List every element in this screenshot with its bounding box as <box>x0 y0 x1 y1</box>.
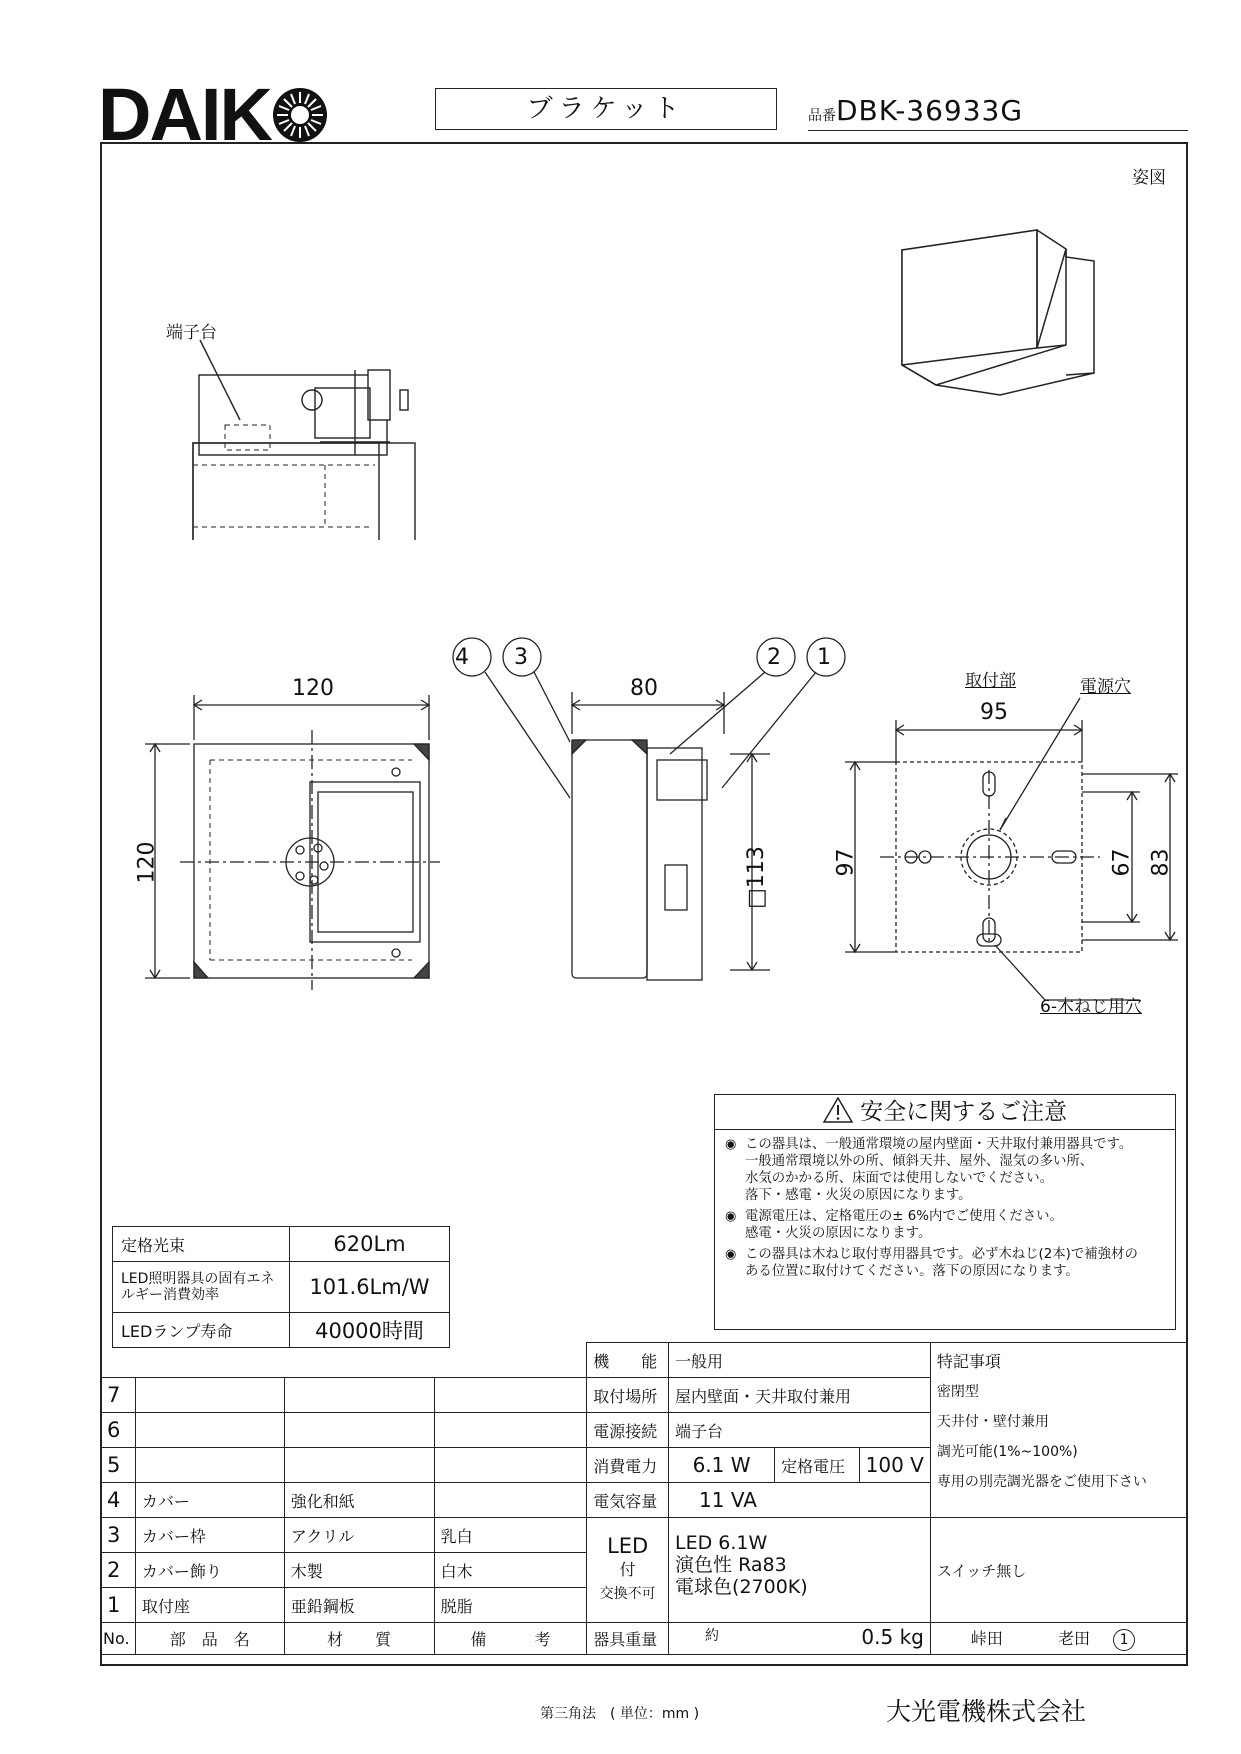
safety-line: 電源電圧は、定格電圧の± 6%内でご使用ください。 <box>745 1209 1063 1224</box>
warning-icon <box>823 1097 853 1123</box>
dim-square: □113 <box>743 846 769 909</box>
switch-note: スイッチ無し <box>930 1518 1187 1623</box>
parts-spec-table <box>100 1342 1188 1655</box>
balloon-2: 2 <box>767 645 781 670</box>
safety-line: 落下・感電・火災の原因になります。 <box>745 1188 972 1203</box>
notes-heading: 特記事項 <box>936 1352 1001 1371</box>
part-note <box>434 1413 587 1448</box>
part-note: 脱脂 <box>434 1588 587 1623</box>
led-spec-cell <box>669 1518 931 1623</box>
part-number-prefix: 品番 <box>808 108 836 124</box>
bullet-icon: ◉ <box>725 1247 737 1262</box>
safety-item <box>725 1136 1169 1204</box>
part-material: 木製 <box>284 1553 434 1588</box>
part-name <box>135 1378 284 1413</box>
weight-value: 0.5 kg <box>861 1624 924 1649</box>
place-label: 取付場所 <box>587 1378 669 1413</box>
spec-label: LED照明器具の固有エネルギー消費効率 <box>113 1262 290 1313</box>
front-view <box>140 690 450 990</box>
part-material: 強化和紙 <box>284 1483 434 1518</box>
part-note <box>434 1378 587 1413</box>
connection-value: 端子台 <box>669 1413 931 1448</box>
part-note <box>434 1448 587 1483</box>
dim-mount-width: 95 <box>980 700 1008 725</box>
part-name: カバー飾り <box>135 1553 284 1588</box>
perspective-view <box>890 225 1120 415</box>
part-no: 1 <box>101 1588 136 1623</box>
function-label: 機 能 <box>587 1343 669 1378</box>
bullet-icon: ◉ <box>725 1209 737 1224</box>
part-name: カバー <box>135 1483 284 1518</box>
function-value: 一般用 <box>669 1343 931 1378</box>
safety-item <box>725 1246 1169 1280</box>
header-note: 備 考 <box>434 1623 587 1655</box>
safety-line: 感電・火災の原因になります。 <box>745 1226 932 1241</box>
spec-value: 40000時間 <box>290 1313 450 1348</box>
part-material: 亜鉛鋼板 <box>284 1588 434 1623</box>
dim-height: 120 <box>134 841 160 884</box>
spec-table <box>112 1226 450 1348</box>
led-power: LED 6.1W <box>675 1532 768 1554</box>
safety-notice <box>714 1094 1176 1330</box>
projection-note: 第三角法 ( 単位：mm ) <box>540 1706 700 1722</box>
led-label-nonreplaceable: 交換不可 <box>599 1586 656 1602</box>
part-material <box>284 1413 434 1448</box>
screw-hole-label: 6-木ねじ用穴 <box>1040 997 1142 1017</box>
voltage-value: 100 V <box>859 1448 930 1483</box>
note-item: 密閉型 <box>936 1384 979 1400</box>
safety-line: ある位置に取付けてください。落下の原因になります。 <box>745 1264 1079 1279</box>
part-material: アクリル <box>284 1518 434 1553</box>
balloon-3: 3 <box>514 645 528 670</box>
note-item: 天井付・壁付兼用 <box>936 1414 1049 1430</box>
product-type-title: ブラケット <box>435 88 777 130</box>
safety-line: 水気のかかる所、床面では使用しないでください。 <box>745 1171 1053 1186</box>
power-label: 消費電力 <box>587 1448 669 1483</box>
part-number-value: DBK-36933G <box>836 94 1024 127</box>
part-note <box>434 1483 587 1518</box>
terminal-label: 端子台 <box>166 323 217 343</box>
notes-cell <box>930 1343 1187 1518</box>
power-hole-label: 電源穴 <box>1080 677 1131 697</box>
company-name: 大光電機株式会社 <box>886 1697 1087 1726</box>
capacity-value: 11 VA <box>669 1483 931 1518</box>
spec-value: 620Lm <box>290 1227 450 1262</box>
led-label: LED <box>607 1534 649 1558</box>
view-label: 姿図 <box>1132 168 1166 188</box>
dim-67: 67 <box>1109 848 1135 877</box>
led-label-cell <box>587 1518 669 1623</box>
part-name <box>135 1448 284 1483</box>
mount-view <box>840 670 1180 1020</box>
part-name: 取付座 <box>135 1588 284 1623</box>
balloon-1: 1 <box>817 645 831 670</box>
weight-approx: 約 <box>705 1627 720 1644</box>
capacity-label: 電気容量 <box>587 1483 669 1518</box>
note-item: 専用の別売調光器をご使用下さい <box>936 1474 1147 1490</box>
part-no: 4 <box>101 1483 136 1518</box>
header-name: 部 品 名 <box>135 1623 284 1655</box>
part-no: 6 <box>101 1413 136 1448</box>
header-no: No. <box>101 1623 136 1655</box>
signature-2: 老田 <box>1057 1629 1090 1648</box>
part-note: 白木 <box>434 1553 587 1588</box>
spec-value: 101.6Lm/W <box>290 1262 450 1313</box>
led-label-attached: 付 <box>619 1560 636 1579</box>
safety-line: この器具は木ねじ取付専用器具です。必ず木ねじ(2本)で補強材の <box>745 1247 1138 1262</box>
voltage-label: 定格電圧 <box>775 1448 860 1483</box>
signature-cell <box>930 1623 1187 1655</box>
safety-line: 一般通常環境以外の所、傾斜天井、屋外、湿気の多い所、 <box>745 1154 1094 1169</box>
safety-item <box>725 1208 1169 1242</box>
note-item: 調光可能(1%~100%) <box>936 1444 1078 1460</box>
logo-text: DAIK <box>98 73 271 156</box>
mount-label: 取付部 <box>965 671 1016 691</box>
weight-cell <box>669 1623 931 1655</box>
dim-width: 120 <box>292 676 334 701</box>
spec-label: LEDランプ寿命 <box>113 1313 290 1348</box>
weight-label: 器具重量 <box>587 1623 669 1655</box>
signature-1: 峠田 <box>970 1629 1003 1648</box>
connection-label: 電源接続 <box>587 1413 669 1448</box>
part-material <box>284 1378 434 1413</box>
safety-heading <box>715 1095 1175 1130</box>
dim-mount-height: 97 <box>833 848 859 877</box>
bullet-icon: ◉ <box>725 1137 737 1152</box>
power-value: 6.1 W <box>669 1448 775 1483</box>
part-no: 5 <box>101 1448 136 1483</box>
logo-sun-icon <box>271 86 329 144</box>
part-number <box>808 94 1188 131</box>
top-view <box>160 330 450 540</box>
dim-depth: 80 <box>630 676 658 701</box>
spec-label: 定格光束 <box>113 1227 290 1262</box>
led-cri: 演色性 Ra83 <box>675 1554 787 1576</box>
dim-83: 83 <box>1148 848 1174 877</box>
header-material: 材 質 <box>284 1623 434 1655</box>
part-note: 乳白 <box>434 1518 587 1553</box>
part-no: 7 <box>101 1378 136 1413</box>
part-no: 3 <box>101 1518 136 1553</box>
safety-heading-text: 安全に関するご注意 <box>860 1099 1068 1125</box>
safety-line: この器具は、一般通常環境の屋内壁面・天井取付兼用器具です。 <box>745 1137 1133 1152</box>
sheet-number: 1 <box>1113 1629 1135 1651</box>
place-value: 屋内壁面・天井取付兼用 <box>669 1378 931 1413</box>
part-name <box>135 1413 284 1448</box>
balloon-4: 4 <box>455 645 469 670</box>
part-no: 2 <box>101 1553 136 1588</box>
part-material <box>284 1448 434 1483</box>
part-name: カバー枠 <box>135 1518 284 1553</box>
led-color: 電球色(2700K) <box>675 1576 808 1598</box>
daiko-logo <box>98 73 329 156</box>
